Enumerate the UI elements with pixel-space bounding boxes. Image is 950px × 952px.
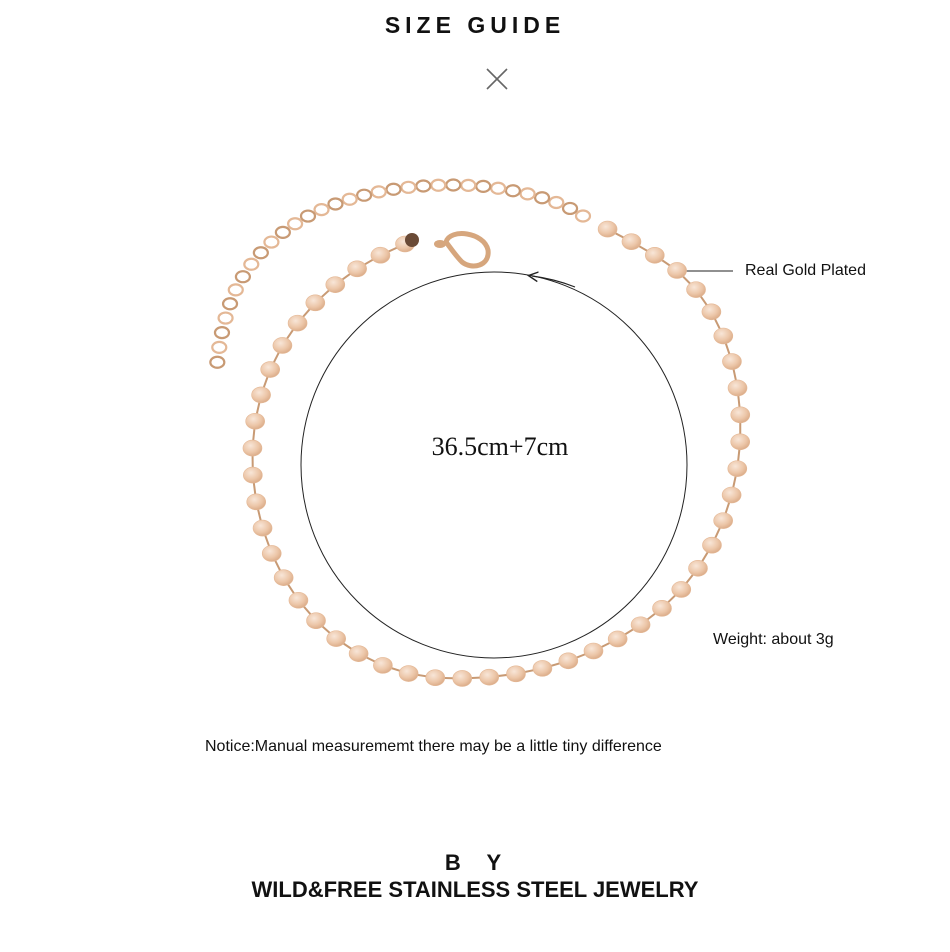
extension-ring <box>506 185 520 196</box>
extension-ring <box>229 284 243 295</box>
extension-ring <box>521 188 535 199</box>
sequin-disc <box>714 328 733 344</box>
sequin-disc <box>371 247 390 263</box>
sequin-disc <box>702 537 721 553</box>
extension-ring <box>244 259 258 270</box>
extension-ring <box>264 237 278 248</box>
sequin-disc <box>327 631 346 647</box>
extension-ring <box>254 247 268 258</box>
sequin-disc <box>728 380 747 396</box>
extension-ring <box>446 180 460 191</box>
sequin-disc <box>608 631 627 647</box>
brand-name: WILD&FREE STAINLESS STEEL JEWELRY <box>251 877 699 902</box>
sequin-disc <box>326 277 345 293</box>
sequin-disc <box>273 337 292 353</box>
extension-ring <box>223 298 237 309</box>
sequin-disc <box>584 643 603 659</box>
weight-label: Weight: about 3g <box>713 631 834 648</box>
sequin-disc <box>453 670 472 686</box>
sequin-disc <box>559 653 578 669</box>
sequin-disc <box>289 592 308 608</box>
sequin-disc <box>274 570 293 586</box>
sequin-disc <box>506 666 525 682</box>
sequin-disc <box>672 581 691 597</box>
sequin-disc <box>645 247 664 263</box>
sequin-disc <box>702 304 721 320</box>
extension-ring <box>212 342 226 353</box>
sequin-disc <box>426 670 445 686</box>
sequin-disc <box>722 487 741 503</box>
sequin-disc <box>728 461 747 477</box>
sequin-disc <box>622 234 641 250</box>
extension-ring <box>357 190 371 201</box>
extension-ring <box>236 271 250 282</box>
extension-ring <box>276 227 290 238</box>
sequin-disc <box>252 387 271 403</box>
extension-ring <box>549 197 563 208</box>
extension-ring <box>535 192 549 203</box>
sequin-disc <box>731 407 750 423</box>
extension-ring <box>328 199 342 210</box>
extension-ring <box>372 186 386 197</box>
by-label: B Y <box>444 850 512 875</box>
sequin-disc <box>243 440 262 456</box>
sequin-disc <box>253 520 272 536</box>
sequin-disc <box>306 295 325 311</box>
extension-ring <box>219 313 233 324</box>
sequin-disc <box>731 434 750 450</box>
size-label: 36.5cm+7cm <box>431 432 569 461</box>
extension-ring <box>416 180 430 191</box>
extension-ring <box>387 184 401 195</box>
extension-ring <box>563 203 577 214</box>
sequin-disc <box>533 660 552 676</box>
sequin-disc <box>688 560 707 576</box>
sequin-disc <box>373 657 392 673</box>
extension-ring <box>431 180 445 191</box>
sequin-disc <box>349 646 368 662</box>
measurement-circle <box>301 272 687 658</box>
sequin-disc <box>307 613 326 629</box>
sequin-disc <box>243 467 262 483</box>
extension-ring <box>401 182 415 193</box>
extension-ring <box>576 211 590 222</box>
sequin-disc <box>348 261 367 277</box>
extension-ring <box>461 180 475 191</box>
sequin-disc <box>480 669 499 685</box>
extension-ring <box>288 218 302 229</box>
extension-chain <box>210 180 590 368</box>
sequin-disc <box>247 494 266 510</box>
extension-ring <box>315 204 329 215</box>
extension-ring <box>343 194 357 205</box>
sequin-disc <box>261 362 280 378</box>
page-title: SIZE GUIDE <box>384 12 566 38</box>
sequin-disc <box>399 666 418 682</box>
sequin-disc <box>714 513 733 529</box>
sequin-disc <box>598 221 617 237</box>
sequin-disc <box>262 545 281 561</box>
notice-text: Notice:Manual measurememt there may be a little tiny difference <box>205 738 662 755</box>
extension-ring <box>476 181 490 192</box>
sequin-disc <box>288 315 307 331</box>
sequin-disc <box>652 600 671 616</box>
extension-ring <box>301 211 315 222</box>
sequin-disc <box>687 282 706 298</box>
sequin-disc <box>631 617 650 633</box>
extension-ring <box>491 183 505 194</box>
sequin-disc <box>246 413 265 429</box>
lobster-clasp <box>405 233 488 266</box>
material-label: Real Gold Plated <box>745 262 866 279</box>
extension-ring <box>210 357 224 368</box>
sequin-disc <box>668 262 687 278</box>
extension-ring <box>215 327 229 338</box>
sequin-disc <box>722 354 741 370</box>
